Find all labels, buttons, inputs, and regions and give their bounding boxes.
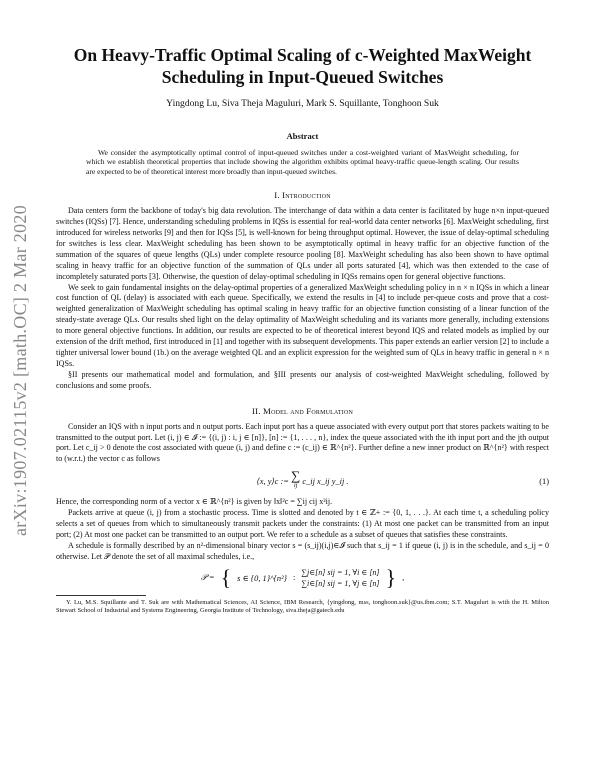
footnote-divider <box>56 595 146 596</box>
left-brace-glyph: { <box>220 564 232 590</box>
model-paragraph-norm: Hence, the corresponding norm of a vector x ∈ ℝ^{n²} is given by ‖x‖²c = ∑ij cij x²ij. <box>56 497 333 507</box>
equation-number: (1) <box>539 476 549 486</box>
paper-page <box>56 44 549 615</box>
equation-inner-product <box>56 468 549 491</box>
model-paragraph-1: Consider an IQS with n input ports and n output ports. Each input port has a queue associated with every output port that stores packets waiting to be transmitted to the output port. Let (i, j) ∈ 𝓘 := {(i, j) : i, j ∈ [n]}, [n] := {1, . . . , n}, index the queue associated with the ith input port and the jth output port. Let c_ij > 0 denote the cost associated with queue (i, j) and define c := (c_ij) ∈ ℝ^{n²}. Further define a new inner product on ℝ^{n²} with respect to (w.r.t.) the vector c as follows <box>56 421 549 464</box>
set-separator: : <box>292 573 296 583</box>
sum-index: ij <box>293 482 298 490</box>
arxiv-identifier: arXiv:1907.02115v2 [math.OC] 2 Mar 2020 <box>9 204 30 536</box>
author-list: Yingdong Lu, Siva Theja Maguluri, Mark S. Squillante, Tonghoon Suk <box>166 98 439 109</box>
right-brace-glyph: } <box>385 564 397 590</box>
intro-paragraph-1: Data centers form the backbone of today's big data revolution. The interchange of data within a data center is facilitated by huge n×n input-queued switches (IQSs) [7]. Hence, understanding scheduling problems in IQSs is essential for real-world data center networks [6]. MaxWeight scheduling, first introduced for wireless networks [9] and then for IQSs [5], is well-known for being throughput optimal. However, the issue of delay-optimal scheduling for switches is less clear. MaxWeight scheduling has been shown to be asymptotically optimal in heavy traffic for an objective function of the summation of the squares of queue lengths (QLs) under complete resource pooling [8]. MaxWeight scheduling has also been shown to have optimal scaling in heavy traffic for an objective function of the summation of QLs under all ports saturated [4], which was then extended to the case of incompletely saturated ports [3]. Otherwise, the question of delay-optimal scheduling in IQSs remains open for general objective functions. <box>56 206 549 281</box>
model-paragraph-arrivals: Packets arrive at queue (i, j) from a stochastic process. Time is slotted and denoted by t ∈ ℤ+ := {0, 1, . . .}. At each time t, a scheduling policy selects a set of queues from which to simultaneously transmit packets under the constraints: (1) At most one packet can be transmitted from an input port; (2) At most one packet can be transmitted to an output port. We refer to a schedule as a subset of queues that satisfies these constraints. <box>56 508 549 539</box>
equation-rhs: c_ij x_ij y_ij . <box>302 476 349 486</box>
paper-title: On Heavy-Traffic Optimal Scaling of c-Weighted MaxWeight Scheduling in Input-Queued Switches <box>73 45 532 87</box>
model-paragraph-schedule: A schedule is formally described by an n²-dimensional binary vector s = (s_ij)(i,j)∈𝓘 such that s_ij = 1 if queue (i, j) is in the schedule, and s_ij = 0 otherwise. Let 𝒫 denote the set of all maximal schedules, i.e., <box>56 540 549 561</box>
section-heading-model: II. Model and Formulation <box>251 405 354 416</box>
sum-sign: ∑ <box>291 468 301 484</box>
arxiv-sidebar <box>10 160 30 580</box>
set-lhs: 𝒫 = <box>200 572 215 582</box>
set-constraints <box>301 567 379 589</box>
equation-lhs: ⟨x, y⟩c := <box>256 477 289 487</box>
intro-paragraph-2: We seek to gain fundamental insights on the delay-optimal properties of a generalized MaxWeight scheduling policy in n × n IQSs in which a linear cost function of QL (delay) is associated with each queue. Specifically, we extend the results in [4] to include per-queue costs and prove that a cost-weighted generalization of MaxWeight scheduling has optimal scaling in heavy traffic for an objective function consisting of a linear function of the steady-state average QLs. Our results shed light on the delay optimality of MaxWeight scheduling and its variants more generally, including extensions to more general objective functions. In addition, our results are expected to be of theoretical interest beyond IQS and related models as implied by our extension of the drift method, first introduced in [1] and together with its subsequent developments. This paper extends an earlier version [2] to include a tighter universal lower bound (1b.) on the average weighted QL and an explicit expression for the weighted sum of QLs in heavy traffic in general n × n IQSs. <box>56 282 549 368</box>
author-affiliation-footnote: Y. Lu, M.S. Squillante and T. Suk are with Mathematical Sciences, AI Science, IBM Research, {yingdong, mss, tonghoon.suk}@us.ibm.com; S.T. Maguluri is with the H. Milton Stewart School of Industrial and Systems Engineering, Georgia Institute of Technology, siva.theja@gatech.edu <box>56 598 549 614</box>
constraint-row-input: ∑j∈[n] sij = 1, ∀i ∈ [n] <box>301 567 380 577</box>
abstract-heading: Abstract <box>286 131 319 141</box>
abstract-text: We consider the asymptotically optimal control of input-queued switches under a cost-weighted variant of MaxWeight scheduling, for which we establish theoretical properties that include showing the algorithm exhibits optimal heavy-traffic queue-length scaling. Our results are expected to be of theoretical interest more broadly than input-queued switches. <box>86 148 519 176</box>
set-element: s ∈ {0, 1}^{n²} <box>237 573 287 583</box>
summation-symbol <box>291 468 301 491</box>
section-heading-introduction: I. Introduction <box>274 190 331 201</box>
constraint-row-output: ∑i∈[n] sij = 1, ∀j ∈ [n] <box>301 578 380 588</box>
equation-maximal-schedules <box>56 564 549 590</box>
set-tail: , <box>402 573 405 583</box>
intro-paragraph-3: §II presents our mathematical model and formulation, and §III presents our analysis of cost-weighted MaxWeight scheduling, followed by conclusions and some proofs. <box>56 369 549 390</box>
